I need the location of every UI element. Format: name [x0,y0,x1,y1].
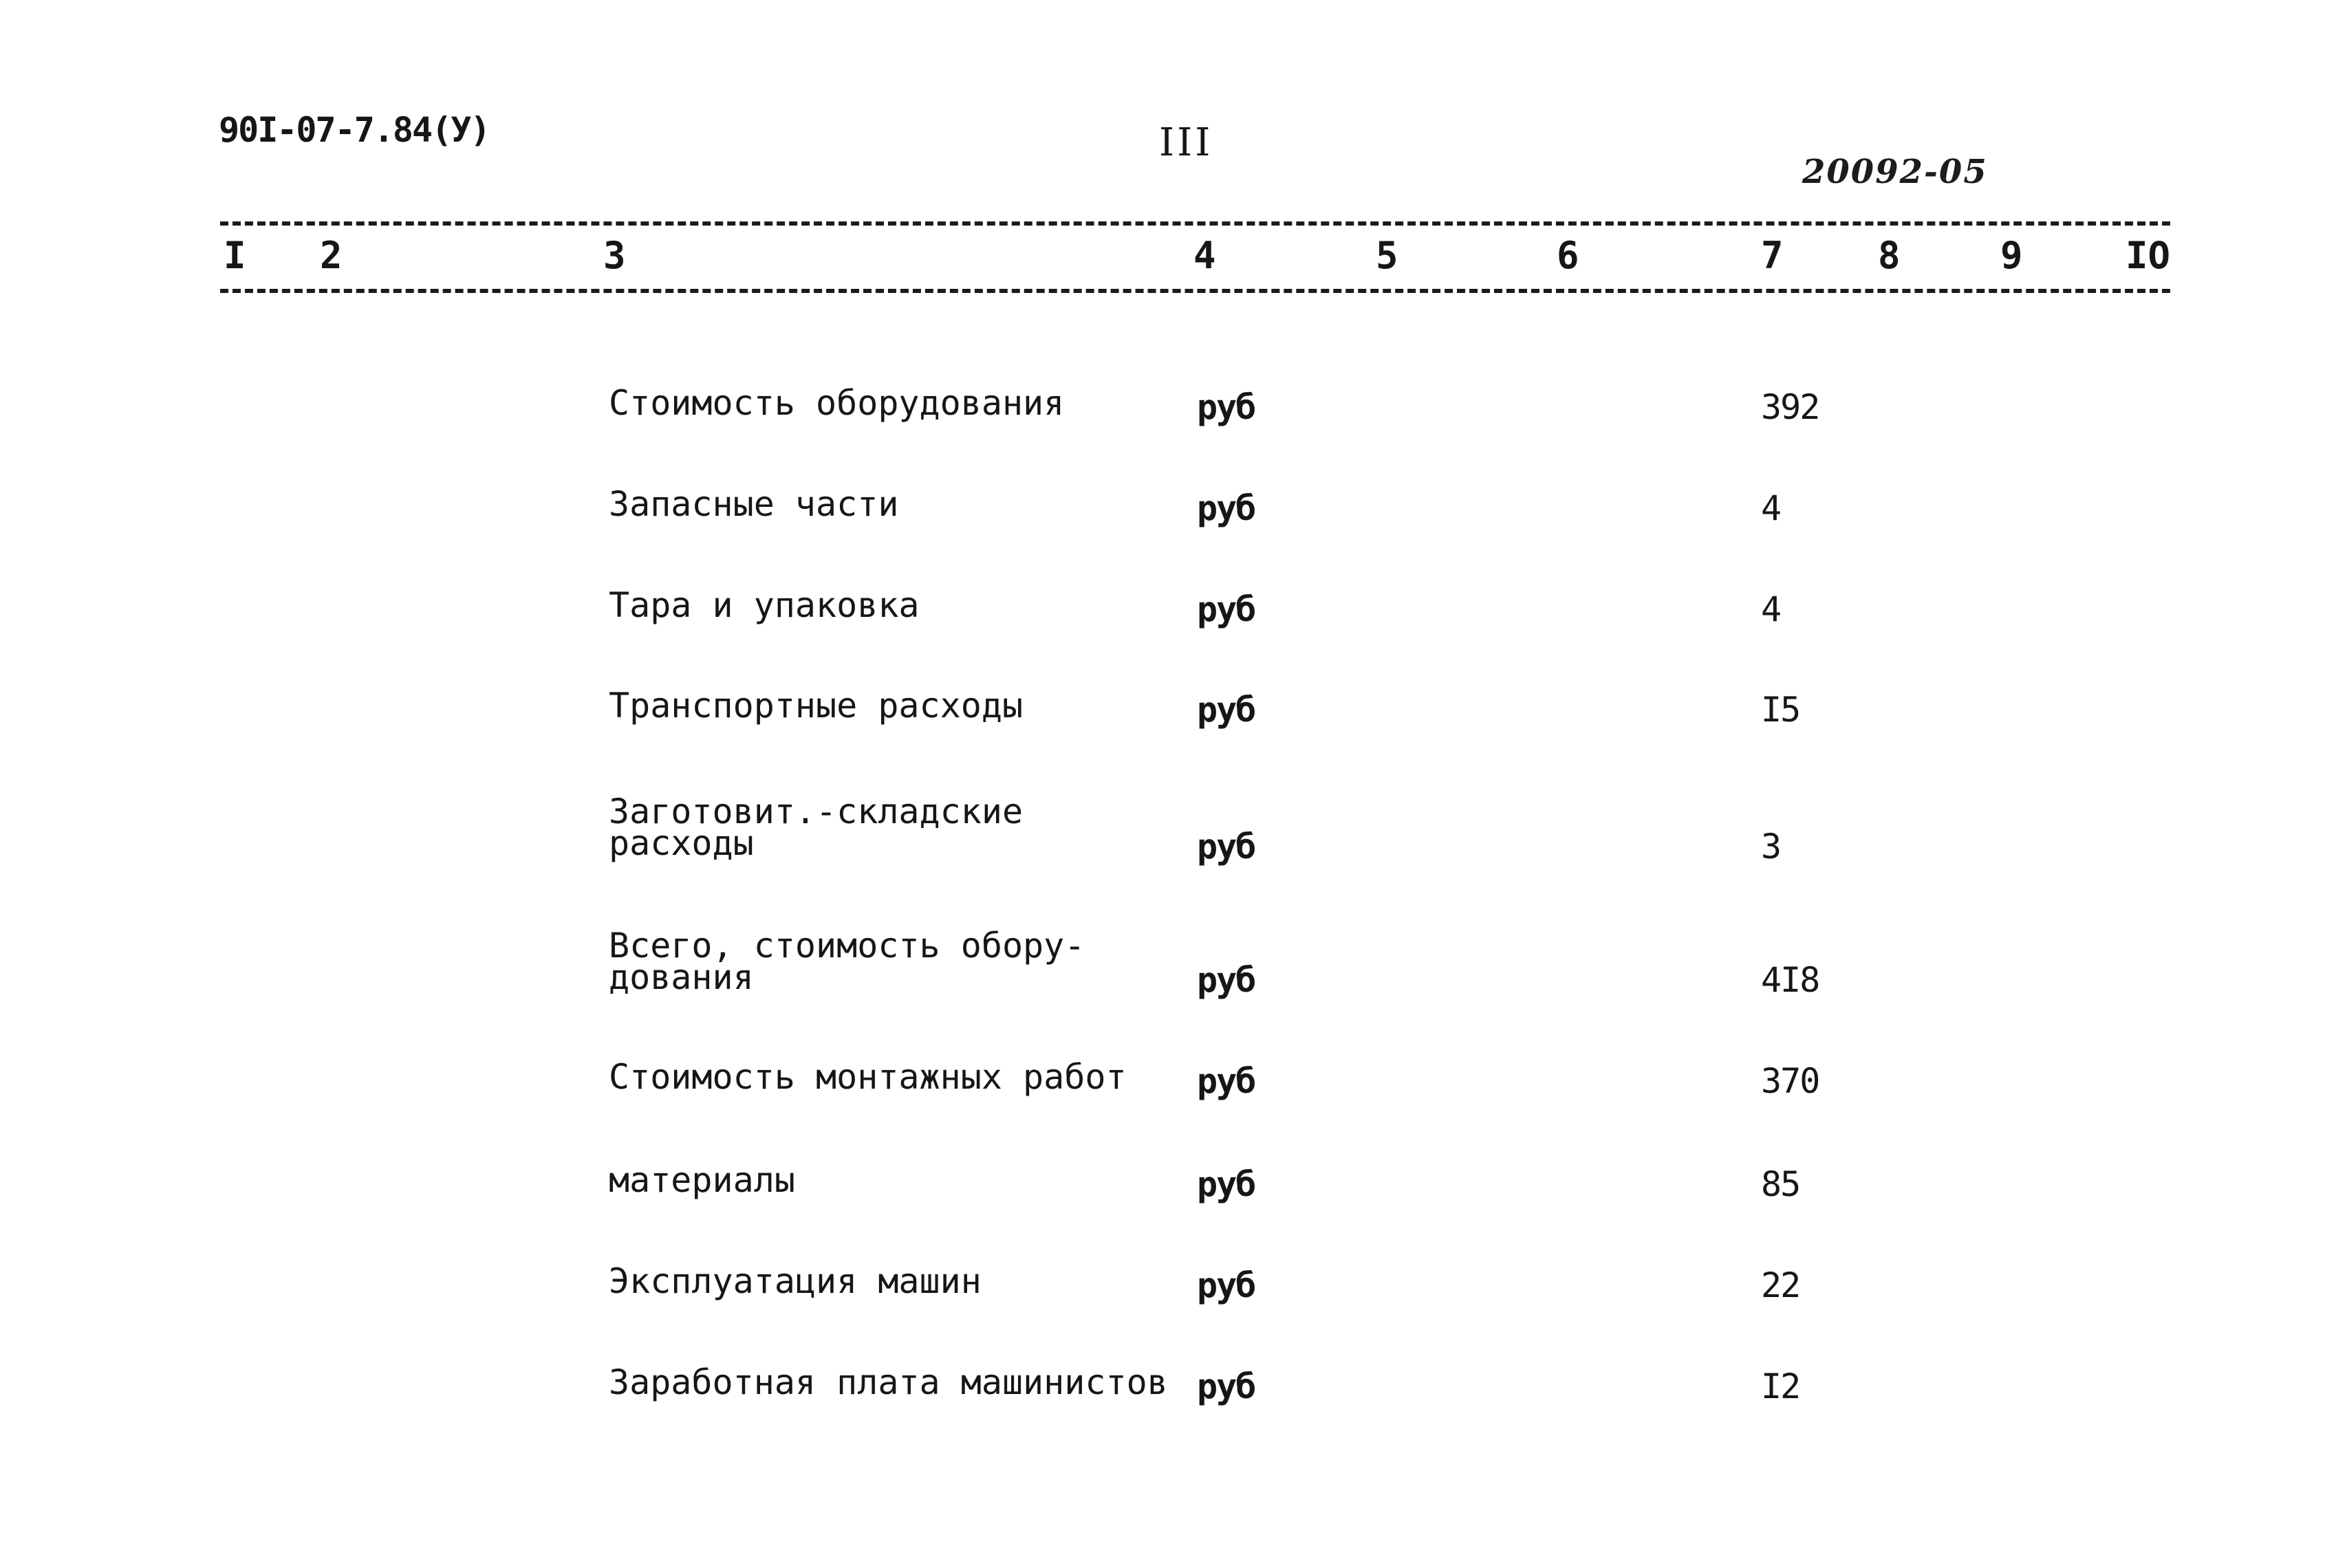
item-value: 4 [1761,589,1781,629]
item-unit: руб [1197,690,1255,730]
column-number-6: 6 [1557,234,1579,277]
item-name: Запасные части [609,484,899,524]
item-unit: руб [1197,387,1255,427]
column-number-4: 4 [1193,234,1216,277]
column-number-8: 8 [1878,234,1901,277]
page-number: III [1159,120,1213,165]
header-rule-bottom [220,289,2170,293]
handwritten-number: 20092-05 [1802,153,1988,191]
item-unit: руб [1197,1061,1255,1101]
header-rule-top [220,221,2170,226]
item-unit: руб [1197,827,1255,867]
item-name: Тара и упаковка [609,585,920,625]
item-name: материалы [609,1160,795,1200]
document-code: 90I-07-7.84(У) [219,110,490,150]
item-name: Заготовит.-складские расходы [609,792,1024,863]
item-value: 370 [1761,1061,1819,1101]
column-number-10: IO [2126,234,2171,277]
column-number-1: I [224,234,246,277]
item-name: Стоимость монтажных работ [609,1057,1127,1097]
item-unit: руб [1197,1366,1255,1406]
item-name: Транспортные расходы [609,686,1024,726]
item-name: Стоимость оборудования [609,383,1065,423]
item-value: 85 [1761,1164,1800,1204]
item-name: Всего, стоимость обору- дования [609,926,1085,997]
item-unit: руб [1197,1164,1255,1204]
column-number-3: 3 [603,234,626,277]
item-value: I5 [1761,690,1800,730]
item-unit: руб [1197,960,1255,1000]
column-number-7: 7 [1761,234,1784,277]
item-value: 392 [1761,387,1819,427]
item-value: I2 [1761,1366,1800,1406]
item-unit: руб [1197,1265,1255,1305]
column-number-5: 5 [1376,234,1398,277]
item-value: 22 [1761,1265,1800,1305]
column-number-2: 2 [320,234,343,277]
item-value: 3 [1761,827,1781,867]
item-value: 4I8 [1761,960,1819,1000]
item-value: 4 [1761,488,1781,528]
item-unit: руб [1197,589,1255,629]
item-unit: руб [1197,488,1255,528]
item-name: Заработная плата машинистов [609,1362,1168,1402]
item-name: Эксплуатация машин [609,1261,982,1301]
column-number-9: 9 [2000,234,2023,277]
